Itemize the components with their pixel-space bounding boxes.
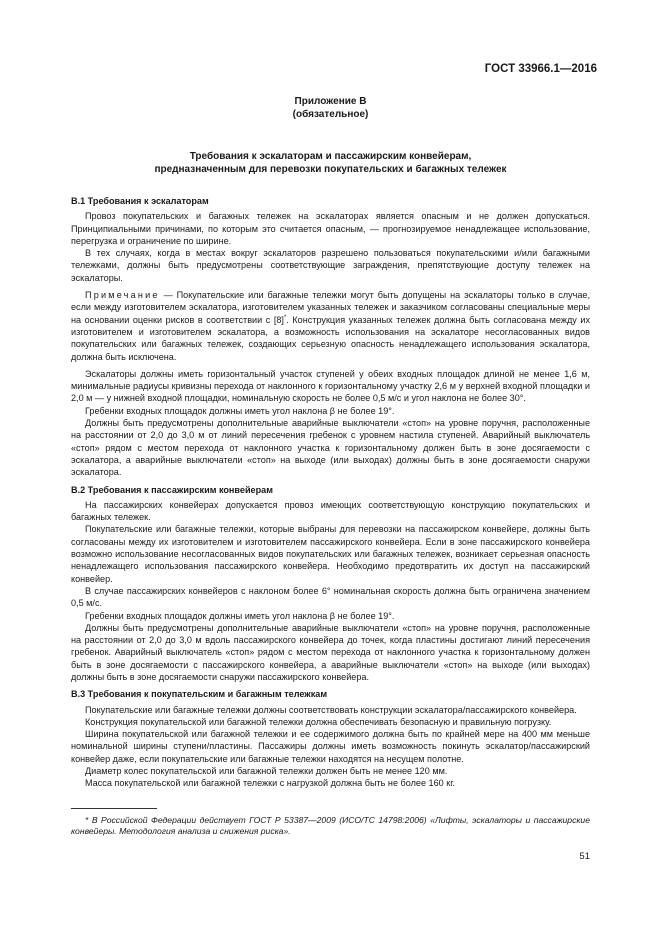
title-line-2: предназначенным для перевозки покупательских и багажных тележек <box>154 164 507 175</box>
page-number: 51 <box>579 851 590 862</box>
paragraph: Покупательские или багажные тележки, которые выбраны для перевозки на пассажирском конвейере, должны быть согласованы между их изготовителем и изготовителем пассажирского конвейера. Если в зоне пассажирского конвейера возможно использование несогласованных видов покупательских или багажных тележек, возникает серьезная опасность ненадлежащего использования пассажирского конвейера. Необходимо предотвратить их доступ на пассажирский конвейер. <box>71 524 590 584</box>
annex-main-title <box>0 150 661 176</box>
paragraph: Ширина покупательской или багажной тележки и ее содержимого должна быть по крайней мере на 400 мм меньше номинальной ширины ступени/пластины. Пассажиры должны иметь возможность покинуть эскалатор/пассажирский конвейер даже, если покупательские или багажные тележки находятся на несущем полотне. <box>71 729 590 764</box>
paragraph: Конструкция покупательской или багажной тележки должна обеспечивать безопасную и правильную погрузку. <box>85 716 552 727</box>
paragraph: Должны быть предусмотрены дополнительные аварийные выключатели «стоп» на уровне поручня, расположенные на расстоянии от 2,0 до 3,0 м вдоль пассажирского конвейера до точек, когда пластины достигают линий пересечения гребенок. Аварийный выключатель «стоп» рядом с местом перехода от наклонного участка к горизонтальному должен быть в зоне досягаемости с пассажирского конвейера, а аварийные выключатели «стоп» на выходе (или выходах) должны быть в зоне досягаемости снаружи пассажирского конвейера. <box>71 622 590 682</box>
section-heading-b2: В.2 Требования к пассажирским конвейерам <box>71 484 273 495</box>
note-text-a: — Покупательские или багажные тележки могут быть допущены на эскалаторы только в случае, если между изготовителем эскалатора, изготовителем указанных тележек и заказчиком согласованы специальные меры на основании оценки рисков в соответствии с [8] <box>71 290 590 325</box>
section-heading-b3: В.3 Требования к покупательским и багажным тележкам <box>71 689 328 700</box>
paragraph: Эскалаторы должны иметь горизонтальный участок ступеней у обеих входных площадок длиной не менее 1,6 м, минимальные радиусы кривизны перехода от наклонного к горизонтальному участку 2,6 м у верхней входной площадки и 2,0 м — у нижней входной площадки, номинальную скорость не более 0,5 м/с и угол наклона не более 30°. <box>71 368 590 404</box>
annex-status: (обязательное) <box>292 109 369 120</box>
annex-heading <box>0 95 661 121</box>
paragraph: Диаметр колес покупательской или багажной тележки должен быть не менее 120 мм. <box>85 766 448 777</box>
paragraph: Покупательские или багажные тележки должны соответствовать конструкции эскалатора/пассажирского конвейера. <box>85 704 577 715</box>
annex-title: Приложение В <box>294 96 367 107</box>
paragraph: Масса покупательской или багажной тележки с нагрузкой должна быть не более 160 кг. <box>85 778 455 789</box>
section-heading-b1: В.1 Требования к эскалаторам <box>71 196 209 206</box>
standard-header: ГОСТ 33966.1—2016 <box>484 63 597 75</box>
note-text-b: . Конструкция указанных тележек должна быть согласована между их изготовителем и изготовителем эскалатора, а возможность использования на эскалаторе несогласованных видов покупательских или багажных тележек, создающих серьезную опасность ненадлежащего использования эскалатора, должна быть исключена. <box>71 314 590 362</box>
paragraph: Гребенки входных площадок должны иметь угол наклона β не более 19°. <box>85 610 395 621</box>
document-body <box>71 195 590 790</box>
note-label: Примечание <box>85 290 160 301</box>
footnote-marker: * <box>283 314 287 321</box>
paragraph: Провоз покупательских и багажных тележек на эскалаторах является опасным и не должен допускаться. Принципиальными причинами, по которым это считается опасным, — прогнозируемое ненадлежащее использование, перегрузка и ограничение по ширине. <box>71 211 590 246</box>
footnote-separator <box>71 808 157 809</box>
paragraph: В случае пассажирских конвейеров с наклоном более 6° номинальная скорость должна быть ограничена значением 0,5 м/с. <box>71 585 590 609</box>
footnote: * В Российской Федерации действует ГОСТ Р 53387—2009 (ИСО/ТС 14798:2006) «Лифты, эскалаторы и пассажирские конвейеры. Методология анализа и снижения риска». <box>71 815 590 837</box>
paragraph: Должны быть предусмотрены дополнительные аварийные выключатели «стоп» на уровне поручня, расположенные на расстоянии от 2,0 до 3,0 м от линий пересечения гребенок с уровнем настила ступеней. Аварийный выключатель «стоп» рядом с местом перехода от наклонного участка к горизонтальному должен быть в зоне досягаемости с эскалатора, а аварийные выключатели «стоп» на выходе (или выходах) должны быть в зоне досягаемости снаружи эскалатора. <box>71 418 590 478</box>
note-paragraph <box>71 289 590 363</box>
paragraph: В тех случаях, когда в местах вокруг эскалаторов разрешено пользоваться покупательскими и/или багажными тележками, должны быть предусмотрены соответствующие заграждения, препятствующие доступу тележек на эскалаторы. <box>71 248 590 283</box>
paragraph: На пассажирских конвейерах допускается провоз имеющих соответствующую конструкцию покупательских и багажных тележек. <box>71 499 590 523</box>
title-line-1: Требования к эскалаторам и пассажирским конвейерам, <box>189 151 472 162</box>
paragraph: Гребенки входных площадок должны иметь угол наклона β не более 19°. <box>85 405 395 416</box>
